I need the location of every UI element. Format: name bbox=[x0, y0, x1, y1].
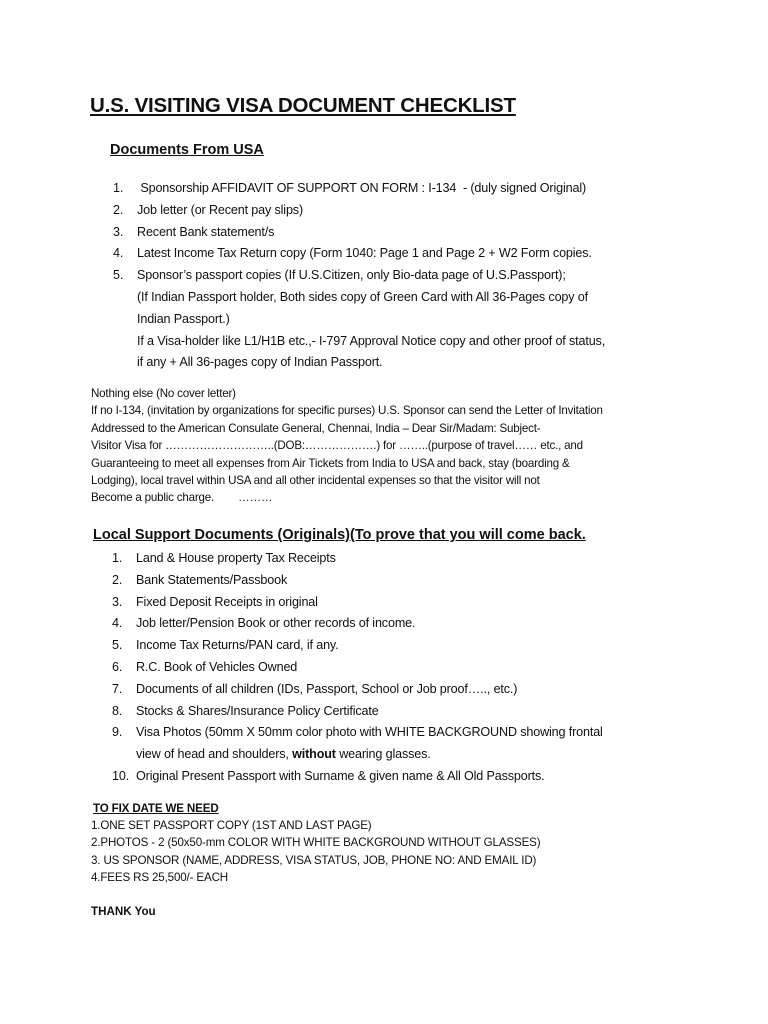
list-number: 3. bbox=[113, 224, 124, 239]
paragraph-line: If no I-134, (invitation by organizations for specific purses) U.S. Sponsor can send the Letter of Invitation bbox=[91, 404, 603, 418]
list-item bbox=[112, 701, 692, 723]
list-number: 10. bbox=[112, 768, 130, 783]
list-item-text: Job letter (or Recent pay slips) bbox=[137, 202, 303, 217]
list-number: 5. bbox=[112, 638, 123, 653]
list-number: 4. bbox=[113, 246, 124, 261]
list-item-text: If a Visa-holder like L1/H1B etc.,- I-797 Approval Notice copy and other proof of status, bbox=[137, 333, 606, 348]
fix-date-line: 4.FEES RS 25,500/- EACH bbox=[91, 870, 229, 884]
list-item bbox=[113, 200, 693, 222]
list-number: 1. bbox=[112, 551, 123, 565]
list-item bbox=[112, 570, 692, 592]
list-number: 5. bbox=[113, 268, 124, 283]
paragraph-line: Nothing else (No cover letter) bbox=[91, 387, 236, 400]
list-item-text: Stocks & Shares/Insurance Policy Certificate bbox=[136, 703, 379, 718]
list-number: 8. bbox=[112, 703, 123, 718]
list-number: 7. bbox=[112, 681, 123, 696]
list-item bbox=[112, 722, 692, 766]
page-title: U.S. VISITING VISA DOCUMENT CHECKLIST bbox=[90, 94, 516, 117]
list-number: 4. bbox=[112, 616, 123, 631]
paragraph-line: Addressed to the American Consulate General, Chennai, India – Dear Sir/Madam: Subject- bbox=[91, 421, 541, 435]
list-item-text: Visa Photos (50mm X 50mm color photo with WHITE BACKGROUND showing frontal bbox=[136, 725, 603, 740]
list-number: 2. bbox=[112, 572, 123, 587]
paragraph-line: Guaranteeing to meet all expenses from Air Tickets from India to USA and back, stay (boarding & bbox=[91, 456, 570, 470]
list-item-text: Land & House property Tax Receipts bbox=[136, 551, 336, 565]
list-item bbox=[113, 222, 693, 244]
item9-text-before: view of head and shoulders, bbox=[136, 747, 293, 762]
list-number: 3. bbox=[112, 594, 123, 609]
list-item-text: Sponsorship AFFIDAVIT OF SUPPORT ON FORM : I-134 - (duly signed Original) bbox=[137, 181, 587, 195]
list-item-text: Original Present Passport with Surname & given name & All Old Passports. bbox=[136, 768, 545, 783]
list-item bbox=[112, 613, 692, 635]
fix-date-line: 1.ONE SET PASSPORT COPY (1ST AND LAST PAGE) bbox=[91, 819, 372, 833]
list-item bbox=[112, 635, 692, 657]
list-item bbox=[113, 178, 693, 200]
list-item-text: Recent Bank statement/s bbox=[137, 224, 275, 239]
local-documents-list bbox=[112, 548, 692, 788]
list-item bbox=[113, 265, 693, 374]
fix-date-section bbox=[91, 800, 540, 886]
list-item-text: Indian Passport.) bbox=[137, 311, 230, 326]
list-item bbox=[113, 243, 693, 265]
list-item-text: Latest Income Tax Return copy (Form 1040: Page 1 and Page 2 + W2 Form copies. bbox=[137, 246, 592, 261]
list-item-text: Fixed Deposit Receipts in original bbox=[136, 594, 318, 609]
list-item-text: Income Tax Returns/PAN card, if any. bbox=[136, 638, 339, 653]
list-item-text bbox=[136, 744, 692, 766]
fix-date-line: 3. US SPONSOR (NAME, ADDRESS, VISA STATUS, JOB, PHONE NO: AND EMAIL ID) bbox=[91, 853, 537, 867]
list-item bbox=[112, 766, 692, 788]
usa-section-heading: Documents From USA bbox=[110, 142, 264, 158]
list-item-text: Sponsor’s passport copies (If U.S.Citizen, only Bio-data page of U.S.Passport); bbox=[137, 268, 566, 283]
list-item-text: R.C. Book of Vehicles Owned bbox=[136, 659, 298, 674]
list-number: 6. bbox=[112, 659, 123, 674]
list-item-text: Bank Statements/Passbook bbox=[136, 572, 288, 587]
list-item-text: if any + All 36-pages copy of Indian Passport. bbox=[137, 355, 383, 370]
usa-documents-list bbox=[113, 178, 693, 374]
item9-text-after: wearing glasses. bbox=[335, 747, 431, 762]
local-section-heading: Local Support Documents (Originals)(To prove that you will come back. bbox=[93, 527, 586, 543]
list-item-text: Job letter/Pension Book or other records of income. bbox=[136, 616, 416, 631]
list-item bbox=[112, 679, 692, 701]
list-item bbox=[112, 548, 692, 570]
fix-date-line: 2.PHOTOS - 2 (50x50-mm COLOR WITH WHITE BACKGROUND WITHOUT GLASSES) bbox=[91, 836, 541, 850]
list-number: 2. bbox=[113, 202, 124, 217]
list-item bbox=[112, 657, 692, 679]
item9-text-bold: without bbox=[292, 747, 336, 762]
list-item bbox=[112, 592, 692, 614]
list-number: 1. bbox=[113, 181, 124, 195]
paragraph-line: Lodging), local travel within USA and all other incidental expenses so that the visitor will not bbox=[91, 474, 540, 488]
list-item-text: Documents of all children (IDs, Passport, School or Job proof….., etc.) bbox=[136, 681, 518, 696]
fix-date-heading: TO FIX DATE WE NEED bbox=[93, 802, 219, 815]
invitation-note-paragraph bbox=[91, 385, 691, 507]
list-item-text: (If Indian Passport holder, Both sides copy of Green Card with All 36-Pages copy of bbox=[137, 289, 588, 304]
paragraph-line: Visitor Visa for ………………………..(DOB:……………….) for ……..(purpose of travel…… etc., and bbox=[91, 439, 583, 453]
list-number: 9. bbox=[112, 725, 123, 740]
paragraph-line: Become a public charge. ……… bbox=[91, 491, 273, 505]
closing-text: THANK You bbox=[91, 905, 156, 918]
